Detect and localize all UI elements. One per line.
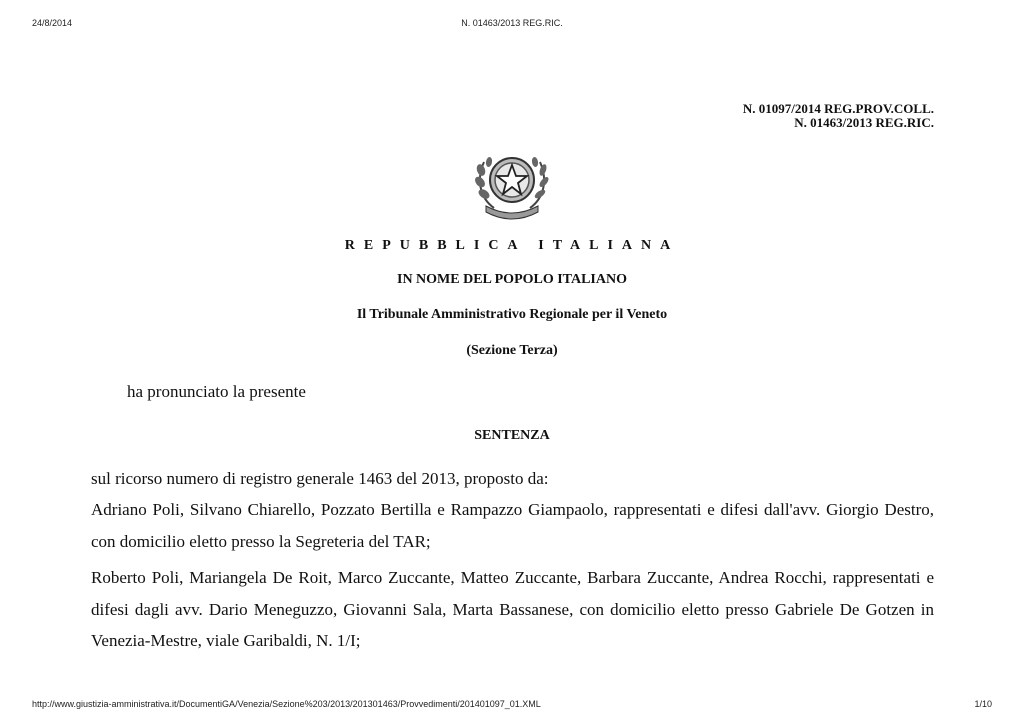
- paragraph-interveners: Roberto Poli, Mariangela De Roit, Marco Zuccante, Matteo Zuccante, Barbara Zuccante, Andrea Rocchi, rappresentati e difesi dagli avv. Dario Meneguzzo, Giovanni Sala, Marta Bassanese, con domicilio eletto presso Gabriele De Gotzen in Venezia-Mestre, viale Garibaldi, N. 1/I;: [91, 568, 934, 650]
- reference-line-1: N. 01097/2014 REG.PROV.COLL.: [742, 101, 934, 116]
- reference-numbers: [743, 102, 934, 130]
- italian-republic-emblem-icon: [472, 140, 552, 222]
- republic-heading: REPUBBLICA ITALIANA: [344, 238, 680, 253]
- in-name-of-people: IN NOME DEL POPOLO ITALIANO: [397, 272, 627, 287]
- paragraph-appeal: sul ricorso numero di registro generale 1463 del 2013, proposto da:: [91, 469, 549, 488]
- print-date: 24/8/2014: [32, 18, 73, 28]
- court-section: (Sezione Terza): [466, 343, 558, 358]
- judgment-heading: SENTENZA: [474, 428, 550, 443]
- paragraph-applicants: Adriano Poli, Silvano Chiarello, Pozzato Bertilla e Rampazzo Giampaolo, rappresentati e difesi dall'avv. Giorgio Destro, con domicilio eletto presso la Segreteria del TAR;: [91, 500, 934, 551]
- page-number: 1/10: [974, 699, 992, 709]
- court-name: Il Tribunale Amministrativo Regionale per il Veneto: [356, 307, 668, 322]
- pronounced-line: ha pronunciato la presente: [127, 382, 306, 401]
- source-url: http://www.giustizia-amministrativa.it/DocumentiGA/Venezia/Sezione%203/2013/201301463/Provvedimenti/201401097_01.XML: [32, 699, 541, 709]
- print-header-title: N. 01463/2013 REG.RIC.: [461, 18, 563, 28]
- reference-line-2: N. 01463/2013 REG.RIC.: [794, 115, 934, 130]
